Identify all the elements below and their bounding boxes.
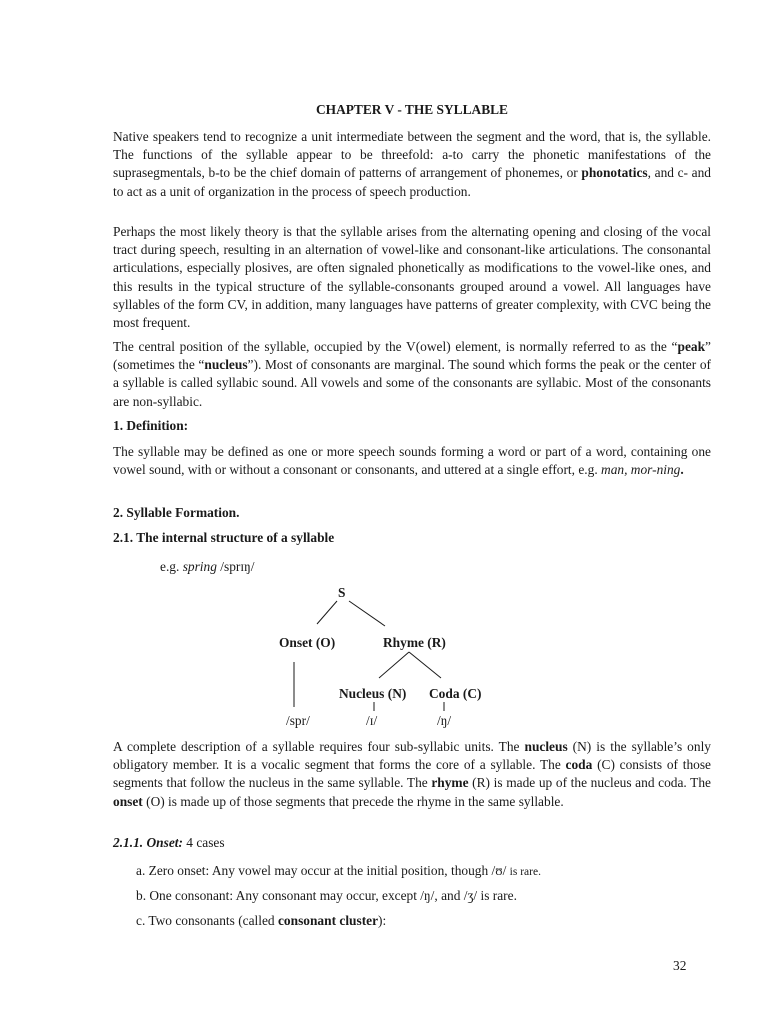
example-words: man, mor-ning	[601, 462, 681, 478]
text: (O) is made up of those segments that precede the rhyme in the same syllable.	[142, 793, 564, 809]
list-item-zero-onset: a. Zero onset: Any vowel may occur at the initial position, though /ʊ/ is rare.	[136, 863, 541, 878]
example-spring: e.g. spring /sprɪŋ/	[160, 559, 255, 574]
onset-phonemes: /spr/	[286, 713, 310, 728]
term-nucleus: nucleus	[204, 357, 248, 373]
chapter-title: CHAPTER V - THE SYLLABLE	[316, 102, 508, 117]
node-onset: Onset (O)	[279, 635, 336, 650]
branch-rhyme-coda	[409, 652, 441, 678]
node-rhyme: Rhyme (R)	[383, 635, 446, 650]
term-coda: coda	[565, 757, 593, 773]
node-nucleus: Nucleus (N)	[339, 686, 407, 701]
branch-s-rhyme	[349, 601, 385, 626]
coda-phoneme: /ŋ/	[437, 713, 452, 728]
heading-onset-cases: 2.1.1. Onset: 4 cases	[113, 835, 225, 850]
text: (R) is made up of the nucleus and coda. The	[468, 775, 711, 791]
text: A complete description of a syllable requires four sub-syllabic units. The	[113, 739, 525, 754]
page-number: 32	[673, 958, 687, 973]
tree-branches	[113, 0, 711, 740]
text: .	[680, 462, 684, 478]
text: Native speakers tend to recognize a unit intermediate between the segment and the word, that is, the syllable. The functions of the syllable appear to be threefold: a-to carry the phonetic manifestations of the suprasegmentals, b-to be the chief domain of patterns of arrangement of phonemes, or	[113, 129, 711, 181]
nucleus-phoneme: /ɪ/	[366, 713, 378, 728]
term-peak: peak	[677, 339, 706, 354]
text: , and c- and to act as a unit of organization in the process of speech production.	[113, 165, 711, 199]
term-onset: onset	[113, 793, 143, 809]
branch-s-onset	[317, 601, 337, 624]
list-item-one-consonant: b. One consonant: Any consonant may occur, except /ŋ/, and /ʒ/ is rare.	[136, 888, 517, 903]
text: The central position of the syllable, occupied by the V(owel) element, is normally referred to as the “	[113, 339, 678, 354]
term-rhyme: rhyme	[431, 775, 469, 791]
node-s: S	[338, 585, 346, 600]
list-item-two-consonants: c. Two consonants (called consonant cluster):	[136, 913, 387, 928]
branch-rhyme-nucleus	[379, 652, 409, 678]
text: ” (sometimes the “	[113, 339, 711, 373]
heading-internal-structure: 2.1. The internal structure of a syllable	[113, 530, 335, 545]
text: (N) is the syllable’s only obligatory member. It is a vocalic segment that forms the core of a syllable. The	[113, 739, 711, 773]
text: (C) consists of those segments that follow the nucleus in the same syllable. The	[113, 757, 711, 791]
term-phonotatics: phonotatics	[581, 165, 648, 181]
heading-definition: 1. Definition:	[113, 418, 189, 433]
paragraph-theory: Perhaps the most likely theory is that the syllable arises from the alternating opening and closing of the vocal tract during speech, resulting in an alternation of vowel-like and consonant-like articulations. The consonantal articulations, especially plosives, are often signaled phonetically as modifications to the vowel-like ones, and this results in the typical structure of the syllable-consonants grouped around a vowel. All languages have syllables of the form CV, in addition, many languages have patterns of greater complexity, with CVC being the most frequent.	[113, 224, 711, 331]
paragraph-subunits	[113, 738, 711, 811]
text: The syllable may be defined as one or more speech sounds forming a word or part of a word, containing one vowel sound, with or without a consonant or consonants, and uttered at a single effort, e.g.	[113, 444, 711, 478]
heading-syllable-formation: 2. Syllable Formation.	[113, 505, 240, 520]
node-coda: Coda (C)	[429, 686, 482, 701]
term-nucleus: nucleus	[524, 739, 568, 754]
text: ”). Most of consonants are marginal. The sound which forms the peak or the center of a syllable is called syllabic sound. All vowels and some of the consonants are syllabic. Most of the consonants are non-syllabic.	[113, 357, 712, 409]
